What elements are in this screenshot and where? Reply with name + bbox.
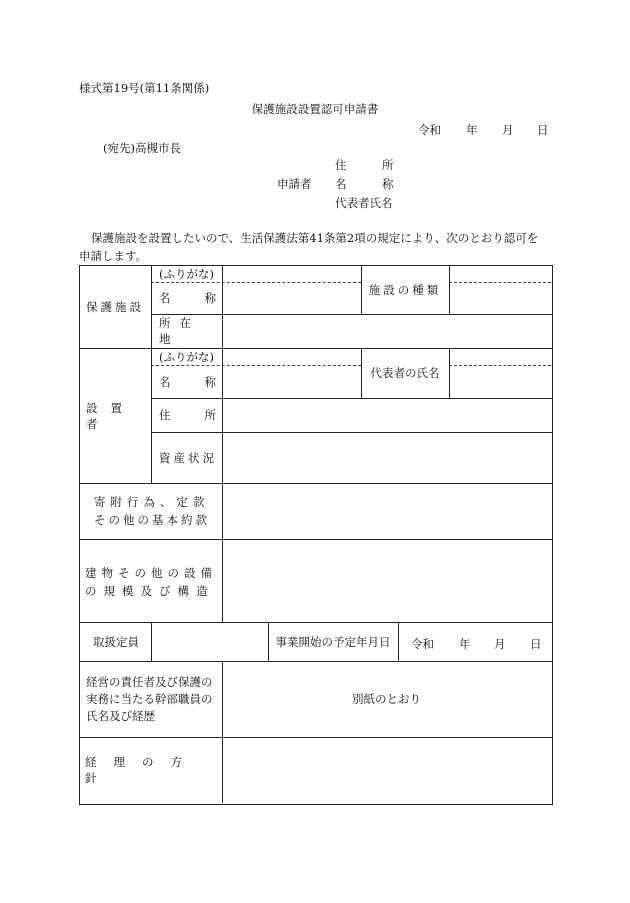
divider bbox=[398, 622, 399, 661]
founder-address-field[interactable] bbox=[222, 398, 551, 432]
facility-name-field[interactable] bbox=[222, 265, 361, 314]
founder-assets-text: 資産状況 bbox=[159, 450, 217, 465]
building-field[interactable] bbox=[222, 539, 551, 622]
founder-address-char-2: 所 bbox=[204, 408, 216, 422]
founder-address-label bbox=[159, 398, 216, 432]
founder-name-label bbox=[159, 365, 216, 398]
facility-location-text: 所在地 bbox=[159, 316, 200, 346]
founder-label bbox=[86, 348, 148, 483]
facility-type-label bbox=[361, 265, 449, 314]
body-text-line-1: 保護施設を設置したいので、生活保護法第41条第2項の規定により、次のとおり認可を bbox=[91, 231, 539, 245]
applicant-name-char-1: 名 bbox=[335, 177, 347, 191]
founder-name-field[interactable] bbox=[222, 348, 361, 398]
capacity-label-text: 取扱定員 bbox=[93, 634, 139, 649]
start-date-day: 日 bbox=[530, 637, 542, 651]
facility-location-label bbox=[159, 314, 219, 348]
facility-location-field[interactable] bbox=[222, 314, 551, 348]
facility-label-text: 保護施設 bbox=[86, 299, 144, 314]
building-label-line-2: の規模及び構造 bbox=[85, 584, 215, 598]
start-date-label bbox=[268, 622, 398, 661]
donation-field[interactable] bbox=[222, 483, 551, 539]
founder-name-char-2: 称 bbox=[204, 374, 216, 389]
founder-rep-field[interactable] bbox=[449, 348, 551, 398]
founder-assets-label bbox=[159, 432, 219, 483]
capacity-label bbox=[93, 622, 151, 661]
applicant-label: 申請者 bbox=[277, 177, 312, 191]
body-text-line-2: 申請します。 bbox=[79, 249, 148, 263]
policy-label bbox=[85, 737, 219, 803]
capacity-field[interactable] bbox=[151, 622, 268, 661]
start-date-month: 月 bbox=[494, 637, 506, 651]
founder-label-text: 設置者 bbox=[86, 400, 135, 431]
form-number: 様式第19号(第11条関係) bbox=[79, 81, 210, 95]
start-date-label-text: 事業開始の予定年月日 bbox=[275, 634, 391, 649]
founder-rep-label bbox=[361, 348, 449, 398]
facility-furigana-text: (ふりがな) bbox=[159, 266, 214, 281]
donation-label-line-2: その他の基本約款 bbox=[94, 513, 210, 527]
start-date-year: 年 bbox=[459, 637, 471, 651]
founder-rep-text: 代表者の氏名 bbox=[370, 366, 440, 380]
donation-label-line-1: 寄附行為、定款 bbox=[94, 495, 210, 509]
facility-name-char-1: 名 bbox=[159, 291, 171, 305]
building-label-line-1: 建物その他の設備 bbox=[85, 566, 217, 580]
date-era: 令和 bbox=[418, 123, 441, 137]
facility-label bbox=[86, 265, 146, 348]
facility-name-label bbox=[159, 282, 216, 314]
applicant-address-char-2: 所 bbox=[382, 158, 394, 172]
date-month: 月 bbox=[502, 123, 514, 137]
date-year: 年 bbox=[466, 123, 478, 137]
founder-assets-field[interactable] bbox=[222, 432, 551, 483]
founder-furigana-label bbox=[151, 348, 222, 365]
facility-type-field[interactable] bbox=[449, 265, 551, 314]
managers-label bbox=[86, 661, 218, 737]
policy-field[interactable] bbox=[222, 737, 551, 803]
managers-label-text: 経営の責任者及び保護の実務に当たる幹部職員の氏名及び経歴 bbox=[86, 674, 213, 723]
facility-name-char-2: 称 bbox=[204, 291, 216, 305]
date-day: 日 bbox=[537, 123, 549, 137]
addressee: (宛先)高槻市長 bbox=[103, 141, 181, 155]
managers-value-text: 別紙のとおり bbox=[352, 692, 421, 706]
founder-name-char-1: 名 bbox=[159, 374, 171, 389]
managers-field bbox=[222, 661, 551, 737]
divider bbox=[151, 265, 152, 483]
founder-address-char-1: 住 bbox=[159, 408, 171, 422]
facility-furigana-label bbox=[151, 265, 222, 282]
policy-label-text: 経理の方針 bbox=[85, 755, 199, 785]
applicant-representative: 代表者氏名 bbox=[335, 196, 393, 210]
applicant-address-char-1: 住 bbox=[335, 158, 347, 172]
start-date-era: 令和 bbox=[411, 637, 434, 651]
facility-type-text: 施設の種類 bbox=[368, 282, 442, 297]
founder-furigana-text: (ふりがな) bbox=[159, 349, 214, 364]
applicant-name-char-2: 称 bbox=[382, 177, 394, 191]
page-title: 保護施設設置認可申請書 bbox=[251, 102, 379, 116]
